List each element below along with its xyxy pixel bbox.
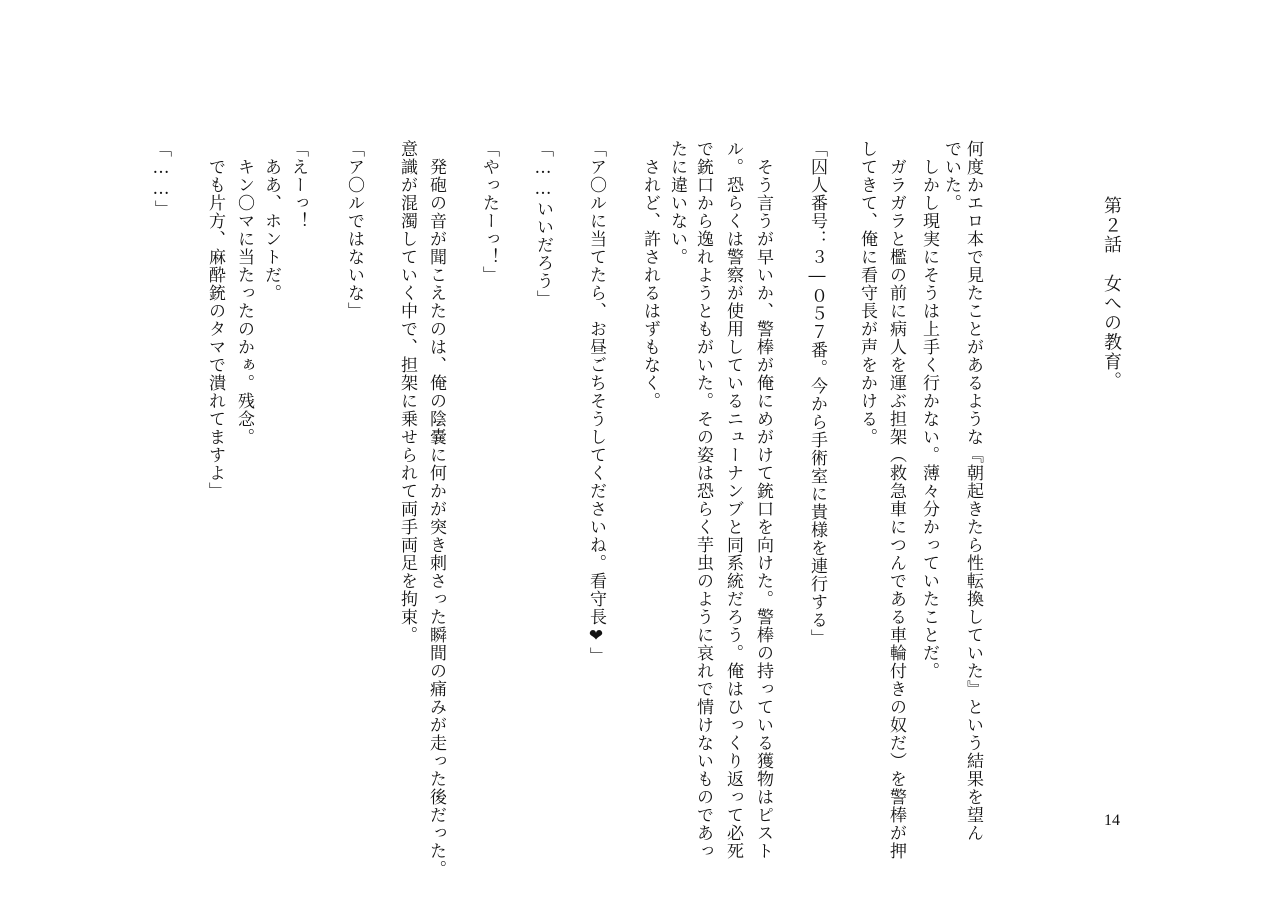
text-line: ル。恐らくは警察が使用しているニューナンブと同系統だろう。俺はひっくり返って必死: [723, 140, 743, 860]
text-line: でいた。: [941, 140, 961, 212]
text-line: 発砲の音が聞こえたのは、俺の陰嚢に何かが突き刺さった瞬間の痛みが走った後だった。: [426, 140, 446, 878]
text-line: してきて、俺に看守長が声をかける。: [857, 140, 877, 446]
text-line: 何度かエロ本で見たことがあるような『朝起きたら性転換していた』という結果を望ん: [963, 140, 983, 842]
text-line: で銃口から逸れようともがいた。その姿は恐らく芋虫のように哀れで情けないものであっ: [693, 140, 713, 860]
text-line: 「やったーっ！」: [479, 140, 499, 284]
text-line: そう言うが早いか、警棒が俺にめがけて銃口を向けた。警棒の持っている獲物はピスト: [753, 140, 773, 860]
text-line: でも片方、麻酔銃のタマで潰れてますよ」: [205, 140, 225, 500]
text-line: しかし現実にそうは上手く行かない。薄々分かっていたことだ。: [919, 140, 939, 680]
page-number: 14: [1104, 812, 1120, 829]
text-line: 意識が混濁していく中で、担架に乗せられて両手両足を拘束。: [397, 140, 417, 644]
text-line: ガラガラと檻の前に病人を運ぶ担架（救急車につんである車輪付きの奴だ）を警棒が押: [886, 140, 906, 860]
text-line: 「……」: [151, 140, 171, 218]
text-line: 「ア〇ルに当てたら、お昼ごちそうしてくださいね。看守長❤」: [586, 140, 606, 665]
text-line: 「えーっ！: [288, 140, 308, 230]
text-line: されど、許されるはずもなく。: [640, 140, 660, 410]
chapter-title: 第２話 女への教育。: [1101, 196, 1122, 391]
text-line: ああ、ホントだ。: [261, 140, 281, 302]
text-line: たに違いない。: [667, 140, 687, 266]
text-line: キン〇マに当たったのかぁ。残念。: [234, 140, 254, 446]
text-line: 「……いいだろう」: [533, 140, 553, 308]
text-line: 「ア〇ルではないな」: [344, 140, 364, 320]
text-line: 「囚人番号：３―０５７番。今から手術室に貴様を連行する」: [807, 140, 827, 647]
